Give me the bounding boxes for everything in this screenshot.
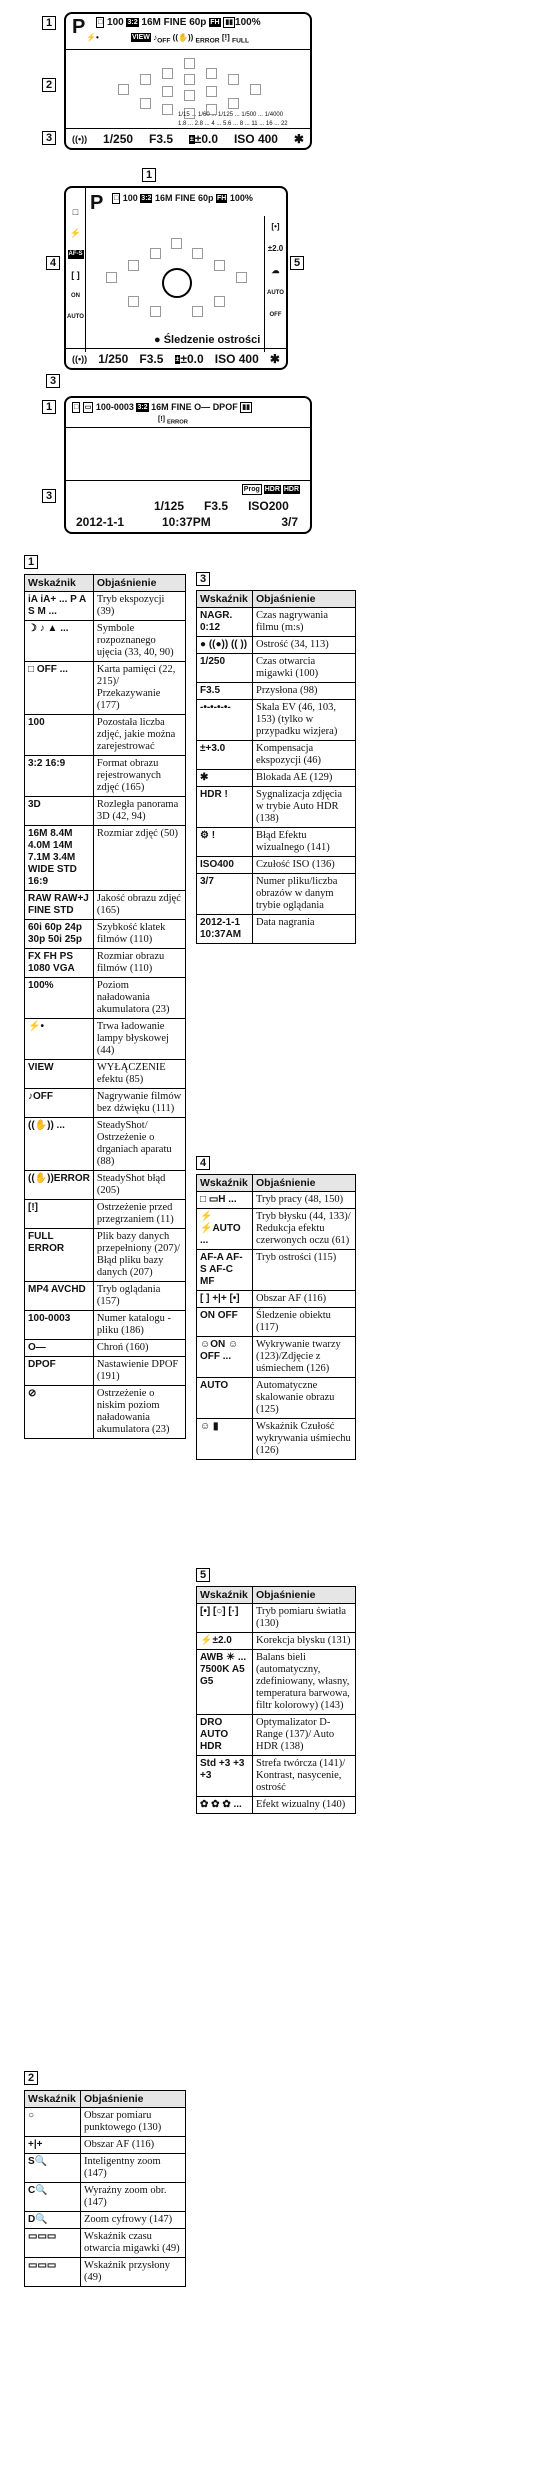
indicator-cell: ⚡±2.0	[197, 1633, 253, 1650]
description-cell: Nastawienie DPOF (191)	[93, 1357, 185, 1386]
top-row: □ 100 3:2 16M FINE 60p FH 100%	[114, 193, 253, 203]
indicator-cell: ● ((●)) (( ))	[197, 637, 253, 654]
database-error-icon: ERROR	[195, 37, 220, 45]
flash-charge-icon: ⚡•	[86, 33, 99, 42]
indicator-cell: ☺ON ☺OFF ...	[197, 1337, 253, 1378]
tag-4: 4	[46, 256, 60, 270]
description-cell: Numer pliku/liczba obrazów w danym trybie oglądania	[253, 874, 356, 915]
description-cell: Inteligentny zoom (147)	[81, 2154, 186, 2183]
table-row	[197, 787, 356, 828]
table-row	[197, 1378, 356, 1419]
table-row	[25, 1118, 186, 1171]
top-row-2	[86, 33, 249, 45]
description-cell: Trwa ładowanie lampy błyskowej (44)	[93, 1019, 185, 1060]
indicator-cell: 100	[25, 715, 94, 756]
table-row	[197, 1192, 356, 1209]
col-header-description: Objaśnienie	[93, 575, 185, 592]
indicator-cell: DPOF	[25, 1357, 94, 1386]
table-row	[25, 1386, 186, 1439]
description-cell: Efekt wizualny (140)	[253, 1797, 356, 1814]
indicator-cell: FX FH PS 1080 VGA	[25, 949, 94, 978]
description-cell: Chroń (160)	[93, 1340, 185, 1357]
indicator-cell: ((✋)) ...	[25, 1118, 94, 1171]
screen-diagram-1	[42, 12, 312, 150]
table-1-label: 1	[24, 555, 38, 569]
indicator-cell: ○	[25, 2108, 81, 2137]
indicator-cell: DRO AUTO HDR	[197, 1715, 253, 1756]
frame-rate: 60p	[189, 17, 207, 29]
table-row	[197, 637, 356, 654]
indicator-cell: O—	[25, 1340, 94, 1357]
tag-3: 3	[46, 374, 60, 388]
description-cell: Rozległa panorama 3D (42, 94)	[93, 797, 185, 826]
database-full-icon: FULL	[232, 37, 250, 45]
indicator-cell: ☽ ♪ ▲ ...	[25, 621, 94, 662]
screen-diagram-3	[42, 396, 312, 534]
indicator-cell: ▭▭▭	[25, 2258, 81, 2287]
table-row	[25, 2108, 186, 2137]
description-cell: Format obrazu rejestrowanych zdjęć (165)	[93, 756, 185, 797]
bottom-info-bar	[66, 128, 310, 148]
col-header-indicator: Wskaźnik	[25, 575, 94, 592]
tag-1: 1	[42, 400, 56, 414]
description-cell: Data nagrania	[253, 915, 356, 944]
table-row	[197, 741, 356, 770]
description-cell: Rozmiar obrazu filmów (110)	[93, 949, 185, 978]
table-row	[197, 1797, 356, 1814]
indicator-cell: F3.5	[197, 683, 253, 700]
table-row	[25, 2154, 186, 2183]
description-cell: Pozostała liczba zdjęć, jakie można zarejestrować	[93, 715, 185, 756]
table-row	[197, 1650, 356, 1715]
description-cell: Czas otwarcia migawki (100)	[253, 654, 356, 683]
aperture: F3.5	[148, 131, 173, 146]
description-cell: SteadyShot/ Ostrzeżenie o drganiach aparatu (88)	[93, 1118, 185, 1171]
description-cell: Obszar pomiaru punktowego (130)	[81, 2108, 186, 2137]
description-cell: Rozmiar zdjęć (50)	[93, 826, 185, 891]
tag-3: 3	[42, 131, 56, 145]
playback-top-bar: □ ▭ 100-0003 3:2 16M FINE O— DPOF ▮▮ [!] $_{ERROR}$	[66, 398, 310, 428]
folder-file-number: 100-0003	[95, 402, 134, 412]
table-row	[197, 1250, 356, 1291]
view-badge: VIEW	[132, 34, 150, 42]
indicator-cell: MP4 AVCHD	[25, 1282, 94, 1311]
description-cell: SteadyShot błąd (205)	[93, 1171, 185, 1200]
table-row	[25, 715, 186, 756]
table-row	[25, 949, 186, 978]
table-row	[197, 1291, 356, 1308]
description-cell: Blokada AE (129)	[253, 770, 356, 787]
left-icon-column: □ ⚡ AF-S [ ] ON AUTO	[66, 188, 86, 352]
description-cell: WYŁĄCZENIE efektu (85)	[93, 1060, 185, 1089]
indicator-table-5: Wskaźnik Objaśnienie [•] [○] [·] Tryb pomiaru światła (130) ⚡±2.0 Korekcja błysku (131) AWB ☀ ... 7500K A5 G5 Balans bieli (automatyczny, zdefiniowany, własny, temperatura barwowa, filtr kolorowy) (143) DRO AUTO HDR Optymalizator D-Range (137)/ Auto HDR (138) Std +3 +3 +3 Strefa twórcza (141)/ Kontrast, nasycenie, ostrość ✿ ✿ ✿ ... Efekt wizualny (140)	[196, 1586, 356, 1814]
table-row	[197, 1209, 356, 1250]
indicator-cell: Std +3 +3 +3	[197, 1756, 253, 1797]
table-row	[197, 1756, 356, 1797]
top-row-1	[96, 17, 261, 28]
indicator-cell: AWB ☀ ... 7500K A5 G5	[197, 1650, 253, 1715]
indicator-cell: 100-0003	[25, 1311, 94, 1340]
table-row	[197, 683, 356, 700]
description-cell: Poziom naładowania akumulatora (23)	[93, 978, 185, 1019]
table-row	[25, 1171, 186, 1200]
lcd-screen-3	[64, 396, 312, 534]
description-cell: Tryb pracy (48, 150)	[253, 1192, 356, 1209]
shutter-speed: 1/250	[103, 131, 134, 146]
indicator-cell: ⊘	[25, 1386, 94, 1439]
indicator-cell: [•] [○] [·]	[197, 1604, 253, 1633]
indicator-cell: ✱	[197, 770, 253, 787]
description-cell: Wskaźnik przysłony (49)	[81, 2258, 186, 2287]
overheat-icon: [!]	[221, 33, 230, 42]
mode-indicator: P	[72, 16, 86, 38]
table-row	[25, 1311, 186, 1340]
aspect-ratio: 3:2	[127, 19, 138, 26]
indicator-table-2: Wskaźnik Objaśnienie ○ Obszar pomiaru punktowego (130) +|+ Obszar AF (116) S🔍 Inteligentny zoom (147) C🔍 Wyraźny zoom obr. (147) D🔍 Zoom cyfrowy (147) ▭▭▭ Wskaźnik czasu otwarcia migawki (49) ▭▭▭ Wskaźnik przysłony (49)	[24, 2090, 186, 2287]
lcd-screen-1	[64, 12, 312, 150]
table-row	[25, 1340, 186, 1357]
table-row	[25, 978, 186, 1019]
description-cell: Skala EV (46, 103, 153) (tylko w przypadku wizjera)	[253, 700, 356, 741]
screen-diagram-2	[42, 168, 312, 388]
description-cell: Błąd Efektu wizualnego (141)	[253, 828, 356, 857]
table-2-label: 2	[24, 2071, 38, 2085]
indicator-cell: AF-A AF-S AF-C MF	[197, 1250, 253, 1291]
description-cell: Tryb ostrości (115)	[253, 1250, 356, 1291]
shutter-scale: 1/15 ... 1/60 ... 1/125 ... 1/500 ... 1/4000	[178, 112, 284, 118]
tracking-frame	[162, 268, 192, 298]
description-cell: Szybkość klatek filmów (110)	[93, 920, 185, 949]
image-size: 16M	[141, 17, 161, 29]
mic-off-icon: $♪_{OFF}$	[153, 33, 171, 45]
table-row	[25, 1357, 186, 1386]
playback-badges: Prog HDR HDR	[243, 486, 299, 493]
description-cell: Czułość ISO (136)	[253, 857, 356, 874]
indicator-cell: ±+3.0	[197, 741, 253, 770]
description-cell: Ostrość (34, 113)	[253, 637, 356, 654]
tag-5: 5	[290, 256, 304, 270]
table-3-label: 3	[196, 572, 210, 586]
table-row	[197, 1604, 356, 1633]
battery-level: 100%	[235, 17, 261, 29]
description-cell: Ostrzeżenie o niskim poziom naładowania akumulatora (23)	[93, 1386, 185, 1439]
indicator-cell: +|+	[25, 2137, 81, 2154]
table-4-label: 4	[196, 1156, 210, 1170]
table-row	[25, 2137, 186, 2154]
indicator-cell: RAW RAW+J FINE STD	[25, 891, 94, 920]
aperture-scale: 1.8 ... 2.8 ... 4 ... 5.6 ... 8 ... 11 ... 16 ... 22	[178, 121, 288, 127]
indicator-cell: [!]	[25, 1200, 94, 1229]
table-row	[25, 826, 186, 891]
table-row	[25, 1019, 186, 1060]
image-quality: FINE	[163, 17, 187, 29]
steadyshot-icon: ((✋))	[172, 33, 194, 42]
indicator-cell: 3D	[25, 797, 94, 826]
movie-size: FH	[210, 19, 220, 26]
indicator-cell: VIEW	[25, 1060, 94, 1089]
table-row	[25, 756, 186, 797]
table-row	[25, 1089, 186, 1118]
indicator-cell: ⚡•	[25, 1019, 94, 1060]
table-row	[25, 2183, 186, 2212]
memory-card-icon: □	[98, 19, 103, 26]
date: 2012-1-1	[76, 515, 125, 529]
exposure-comp: ±±0.0	[189, 131, 219, 146]
description-cell: Strefa twórcza (141)/ Kontrast, nasycenie, ostrość	[253, 1756, 356, 1797]
indicator-cell: ♪OFF	[25, 1089, 94, 1118]
table-row	[197, 874, 356, 915]
table-row	[197, 1633, 356, 1650]
image-count: 3/7	[281, 515, 298, 529]
indicator-cell: NAGR. 0:12	[197, 608, 253, 637]
table-row	[25, 621, 186, 662]
table-row	[25, 891, 186, 920]
indicator-cell: ((✋))ERROR	[25, 1171, 94, 1200]
indicator-cell: ISO400	[197, 857, 253, 874]
description-cell: Tryb pomiaru światła (130)	[253, 1604, 356, 1633]
indicator-cell: ✿ ✿ ✿ ...	[197, 1797, 253, 1814]
indicator-cell: ☺ ▮	[197, 1419, 253, 1460]
description-cell: Zoom cyfrowy (147)	[81, 2212, 186, 2229]
description-cell: Jakość obrazu zdjęć (165)	[93, 891, 185, 920]
ae-lock-icon: ✱	[293, 131, 304, 146]
description-cell: Wskaźnik Czułość wykrywania uśmiechu (126)	[253, 1419, 356, 1460]
table-row	[197, 857, 356, 874]
description-cell: Numer katalogu - pliku (186)	[93, 1311, 185, 1340]
description-cell: Symbole rozpoznanego ujęcia (33, 40, 90)	[93, 621, 185, 662]
tag-2: 2	[42, 78, 56, 92]
table-row	[25, 592, 186, 621]
indicator-cell: 100%	[25, 978, 94, 1019]
remaining-count: 100	[107, 17, 124, 29]
description-cell: Plik bazy danych przepełniony (207)/ Błąd pliku bazy danych (207)	[93, 1229, 185, 1282]
table-row	[25, 662, 186, 715]
description-cell: Optymalizator D-Range (137)/ Auto HDR (138)	[253, 1715, 356, 1756]
indicator-cell: HDR !	[197, 787, 253, 828]
indicator-cell: -•-•-•-•-	[197, 700, 253, 741]
description-cell: Kompensacja ekspozycji (46)	[253, 741, 356, 770]
battery-icon: ▮▮	[225, 19, 234, 26]
mode-indicator: P	[90, 192, 104, 214]
indicator-cell: 16M 8.4M 4.0M 14M 7.1M 3.4M WIDE STD 16:9	[25, 826, 94, 891]
tag-3: 3	[42, 489, 56, 503]
table-row	[25, 2212, 186, 2229]
tag-1: 1	[42, 16, 56, 30]
playback-bottom-info	[66, 480, 310, 532]
indicator-table-1	[24, 574, 186, 1439]
table-row	[25, 1060, 186, 1089]
indicator-cell: □ ▭H ...	[197, 1192, 253, 1209]
description-cell: Przysłona (98)	[253, 683, 356, 700]
table-row	[197, 1419, 356, 1460]
table-row	[197, 828, 356, 857]
description-cell: Tryb ekspozycji (39)	[93, 592, 185, 621]
indicator-cell: ▭▭▭	[25, 2229, 81, 2258]
description-cell: Obszar AF (116)	[81, 2137, 186, 2154]
right-icon-column: [•] ±2.0 ☁ AUTO OFF	[264, 216, 286, 352]
table-row	[197, 1337, 356, 1378]
description-cell: Korekcja błysku (131)	[253, 1633, 356, 1650]
indicator-cell: AUTO	[197, 1378, 253, 1419]
indicator-cell: [ ] +|+ [•]	[197, 1291, 253, 1308]
description-cell: Śledzenie obiektu (117)	[253, 1308, 356, 1337]
indicator-cell: ⚙ !	[197, 828, 253, 857]
error-icons: [!] $_{ERROR}$	[158, 416, 189, 426]
indicator-cell: □ OFF ...	[25, 662, 94, 715]
table-row	[197, 654, 356, 683]
tracking-label: ● Śledzenie ostrości	[154, 334, 261, 346]
table-row	[25, 797, 186, 826]
indicator-cell: 60i 60p 24p 30p 50i 25p	[25, 920, 94, 949]
description-cell: Ostrzeżenie przed przegrzaniem (11)	[93, 1200, 185, 1229]
description-cell: Tryb oglądania (157)	[93, 1282, 185, 1311]
indicator-cell: D🔍	[25, 2212, 81, 2229]
table-row	[25, 1282, 186, 1311]
table-row	[25, 1229, 186, 1282]
description-cell: Automatyczne skalowanie obrazu (125)	[253, 1378, 356, 1419]
description-cell: Czas nagrywania filmu (m:s)	[253, 608, 356, 637]
description-cell: Wykrywanie twarzy (123)/Zdjęcie z uśmiechem (126)	[253, 1337, 356, 1378]
description-cell: Wyraźny zoom obr. (147)	[81, 2183, 186, 2212]
description-cell: Balans bieli (automatyczny, zdefiniowany, własny, temperatura barwowa, filtr kolorowy) (143)	[253, 1650, 356, 1715]
description-cell: Nagrywanie filmów bez dźwięku (111)	[93, 1089, 185, 1118]
indicator-cell: 3/7	[197, 874, 253, 915]
indicator-cell: 2012-1-1 10:37AM	[197, 915, 253, 944]
indicator-cell: 1/250	[197, 654, 253, 683]
table-row	[25, 920, 186, 949]
tag-1: 1	[142, 168, 156, 182]
description-cell: Obszar AF (116)	[253, 1291, 356, 1308]
indicator-table-4: Wskaźnik Objaśnienie □ ▭H ... Tryb pracy (48, 150) ⚡ ⚡AUTO ... Tryb błysku (44, 133)/ Redukcja efektu czerwonych oczu (61) AF-A AF-S AF-C MF Tryb ostrości (115) [ ] +|+ [•] Obszar AF (116) ON OFF Śledzenie obiektu (117) ☺ON ☺OFF ... Wykrywanie twarzy (123)/Zdjęcie z uśmiechem (126) AUTO Automatyczne skalowanie obrazu (125) ☺ ▮ Wskaźnik Czułość wykrywania uśmiechu (126)	[196, 1174, 356, 1460]
indicator-cell: ⚡ ⚡AUTO ...	[197, 1209, 253, 1250]
description-cell: Karta pamięci (22, 215)/ Przekazywanie (177)	[93, 662, 185, 715]
indicator-table-3: Wskaźnik Objaśnienie NAGR. 0:12 Czas nagrywania filmu (m:s) ● ((●)) (( )) Ostrość (34, 113) 1/250 Czas otwarcia migawki (100) F3.5 Przysłona (98) -•-•-•-•- Skala EV (46, 103, 153) (tylko w przypadku wizjera) ±+3.0 Kompensacja ekspozycji (46) ✱ Blokada AE (129) HDR ! Sygnalizacja zdjęcia w trybie Auto HDR (138) ⚙ ! Błąd Efektu wizualnego (141) ISO400 Czułość ISO (136) 3/7 Numer pliku/liczba obrazów w danym trybie oglądania 2012-1-1 10:37AM Data nagrania	[196, 590, 356, 944]
description-cell: Sygnalizacja zdjęcia w trybie Auto HDR (138)	[253, 787, 356, 828]
time: 10:37PM	[162, 515, 211, 529]
exposure-line: 1/125 F3.5 ISO200	[154, 499, 289, 513]
table-row	[25, 2229, 186, 2258]
table-row	[197, 1308, 356, 1337]
indicator-cell: FULL ERROR	[25, 1229, 94, 1282]
indicator-cell: C🔍	[25, 2183, 81, 2212]
lcd-screen-2	[64, 186, 288, 370]
top-info-area	[66, 14, 310, 50]
table-row	[197, 1715, 356, 1756]
description-cell: Wskaźnik czasu otwarcia migawki (49)	[81, 2229, 186, 2258]
table-row	[197, 770, 356, 787]
bottom-info-bar: ((•)) 1/250 F3.5 ±±0.0 ISO 400 ✱	[66, 348, 286, 368]
table-5-label: 5	[196, 1568, 210, 1582]
iso: ISO 400	[233, 131, 278, 146]
description-cell: Tryb błysku (44, 133)/ Redukcja efektu czerwonych oczu (61)	[253, 1209, 356, 1250]
table-row	[197, 915, 356, 944]
table-row	[197, 608, 356, 637]
indicator-cell: ON OFF	[197, 1308, 253, 1337]
indicator-cell: iA iA+ ... P A S M ...	[25, 592, 94, 621]
indicator-cell: 3:2 16:9	[25, 756, 94, 797]
table-row	[197, 700, 356, 741]
table-row	[25, 2258, 186, 2287]
table-row	[25, 1200, 186, 1229]
indicator-cell: S🔍	[25, 2154, 81, 2183]
focus-indicator: ((•))	[72, 133, 88, 144]
